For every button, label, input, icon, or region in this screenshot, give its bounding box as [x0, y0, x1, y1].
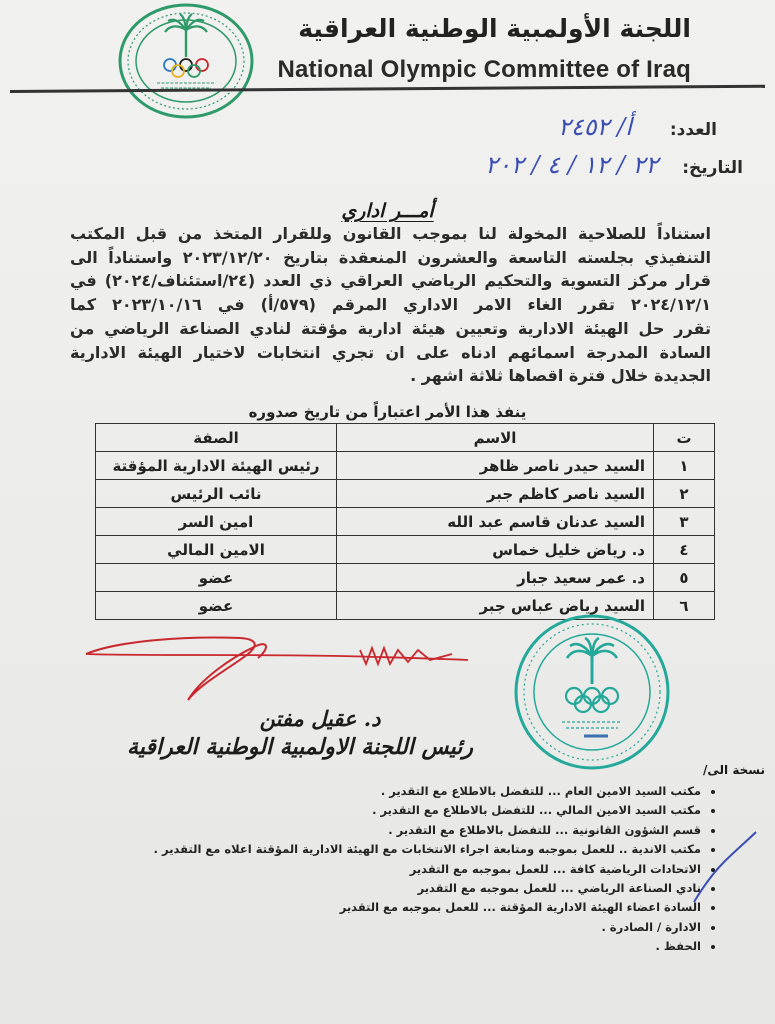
order-title: [0, 200, 775, 222]
row-index: ٤: [654, 536, 715, 564]
effective-note: ينفذ هذا الأمر اعتباراً من تاريخ صدوره: [248, 403, 527, 421]
body-line: استناداً للصلاحية المخولة لنا بموجب القانون وللقرار المتخذ من قبل المكتب: [70, 224, 711, 243]
signatory-name: د. عقيل مفتن: [259, 706, 381, 731]
copy-item: الادارة / الصادرة .: [61, 918, 701, 937]
copies-list: [61, 782, 701, 957]
committee-name-english: National Olympic Committee of Iraq: [277, 56, 691, 83]
official-seal: [512, 612, 672, 772]
table-header-row: [96, 424, 715, 452]
row-name: السيد رياض عباس جبر: [337, 592, 654, 620]
copy-item: مكتب السيد الامين العام ... للتفضل بالاطلاع مع التقدير .: [61, 782, 701, 801]
row-index: ٦: [654, 592, 715, 620]
members-table: [95, 423, 715, 620]
handwritten-signature: [80, 620, 480, 710]
body-line: تقرر حل الهيئة الادارية وتعيين هيئة ادارية مؤقتة لنادي الصناعة الرياضي من: [70, 318, 711, 338]
row-title: نائب الرئيس: [96, 480, 337, 508]
row-title: عضو: [96, 564, 337, 592]
row-index: ٢: [654, 480, 715, 508]
copy-item: الاتحادات الرياضية كافة ... للعمل بموجبه مع التقدير: [61, 860, 701, 879]
committee-name-arabic: اللجنة الأولمبية الوطنية العراقية: [298, 14, 691, 43]
table-row: [96, 480, 715, 508]
copy-item: الحفظ .: [61, 937, 701, 956]
row-name: د. رياض خليل خماس: [337, 536, 654, 564]
row-title: امين السر: [96, 508, 337, 536]
order-title-text: أمـــر اداري: [341, 200, 434, 222]
copy-item: مكتب الاندية .. للعمل بموجبه ومتابعة اجراء الانتخابات مع الهيئة الادارية المؤقتة اعلاه مع التقدير .: [61, 840, 701, 859]
reference-date: [485, 151, 743, 179]
copy-item: السادة اعضاء الهيئة الادارية المؤقتة ... للعمل بموجبه مع التقدير: [61, 898, 701, 917]
row-index: ٥: [654, 564, 715, 592]
row-name: السيد حيدر ناصر ظاهر: [337, 452, 654, 480]
row-title: عضو: [96, 592, 337, 620]
header-title: الصفة: [96, 424, 337, 452]
committee-logo: [117, 2, 255, 120]
reference-number: [558, 113, 717, 141]
body-line: قرار مركز التسوية والتحكيم الرياضي العراقي ذي العدد (٢٤/استئناف/٢٠٢٤) في: [70, 271, 711, 291]
body-line: ٢٠٢٤/١٢/١ تقرر الغاء الامر الاداري المرقم (٥٧٩/أ) في ٢٠٢٣/١٠/١٦ كما: [70, 295, 711, 315]
row-index: ٣: [654, 508, 715, 536]
copy-item: نادي الصناعة الرياضي ... للعمل بموجبه مع التقدير: [61, 879, 701, 898]
blue-pen-mark-icon: [690, 828, 760, 908]
reference-date-label: التاريخ:: [682, 158, 743, 178]
row-index: ١: [654, 452, 715, 480]
row-name: السيد ناصر كاظم جبر: [337, 480, 654, 508]
body-line: التنفيذي بجلسته التاسعة والعشرون المنعقدة بتاريخ ٢٠٢٣/١٢/٢٠ واستناداً الى: [70, 247, 711, 267]
body-line: السادة المدرجة اسمائهم ادناه على ان تجري انتخابات لاختيار الهيئة الادارية: [70, 342, 711, 362]
header-name: الاسم: [337, 424, 654, 452]
table-row: [96, 564, 715, 592]
header-index: ت: [654, 424, 715, 452]
table-row: [96, 536, 715, 564]
table-row: [96, 452, 715, 480]
row-name: السيد عدنان قاسم عبد الله: [337, 508, 654, 536]
table-row: [96, 508, 715, 536]
reference-number-value: أ/ ٢٤٥٢: [557, 113, 632, 141]
row-title: الامين المالي: [96, 536, 337, 564]
reference-number-label: العدد:: [669, 120, 717, 140]
row-title: رئيس الهيئة الادارية المؤقتة: [96, 452, 337, 480]
reference-date-value: ٢٢ / ١٢ / ٤ / ٢٠٢: [485, 151, 659, 179]
signatory-role: رئيس اللجنة الاولمبية الوطنية العراقية: [127, 734, 473, 760]
body-line: الجديدة خلال فترة اقصاها ثلاثة اشهر .: [410, 366, 711, 386]
row-name: د. عمر سعيد جبار: [337, 564, 654, 592]
copy-item: مكتب السيد الامين المالي ... للتفضل بالاطلاع مع التقدير .: [61, 801, 701, 820]
copies-heading: نسخة الى/: [703, 763, 765, 777]
copy-item: قسم الشؤون القانونية ... للتفضل بالاطلاع مع التقدير .: [61, 821, 701, 840]
order-body: [70, 222, 711, 388]
